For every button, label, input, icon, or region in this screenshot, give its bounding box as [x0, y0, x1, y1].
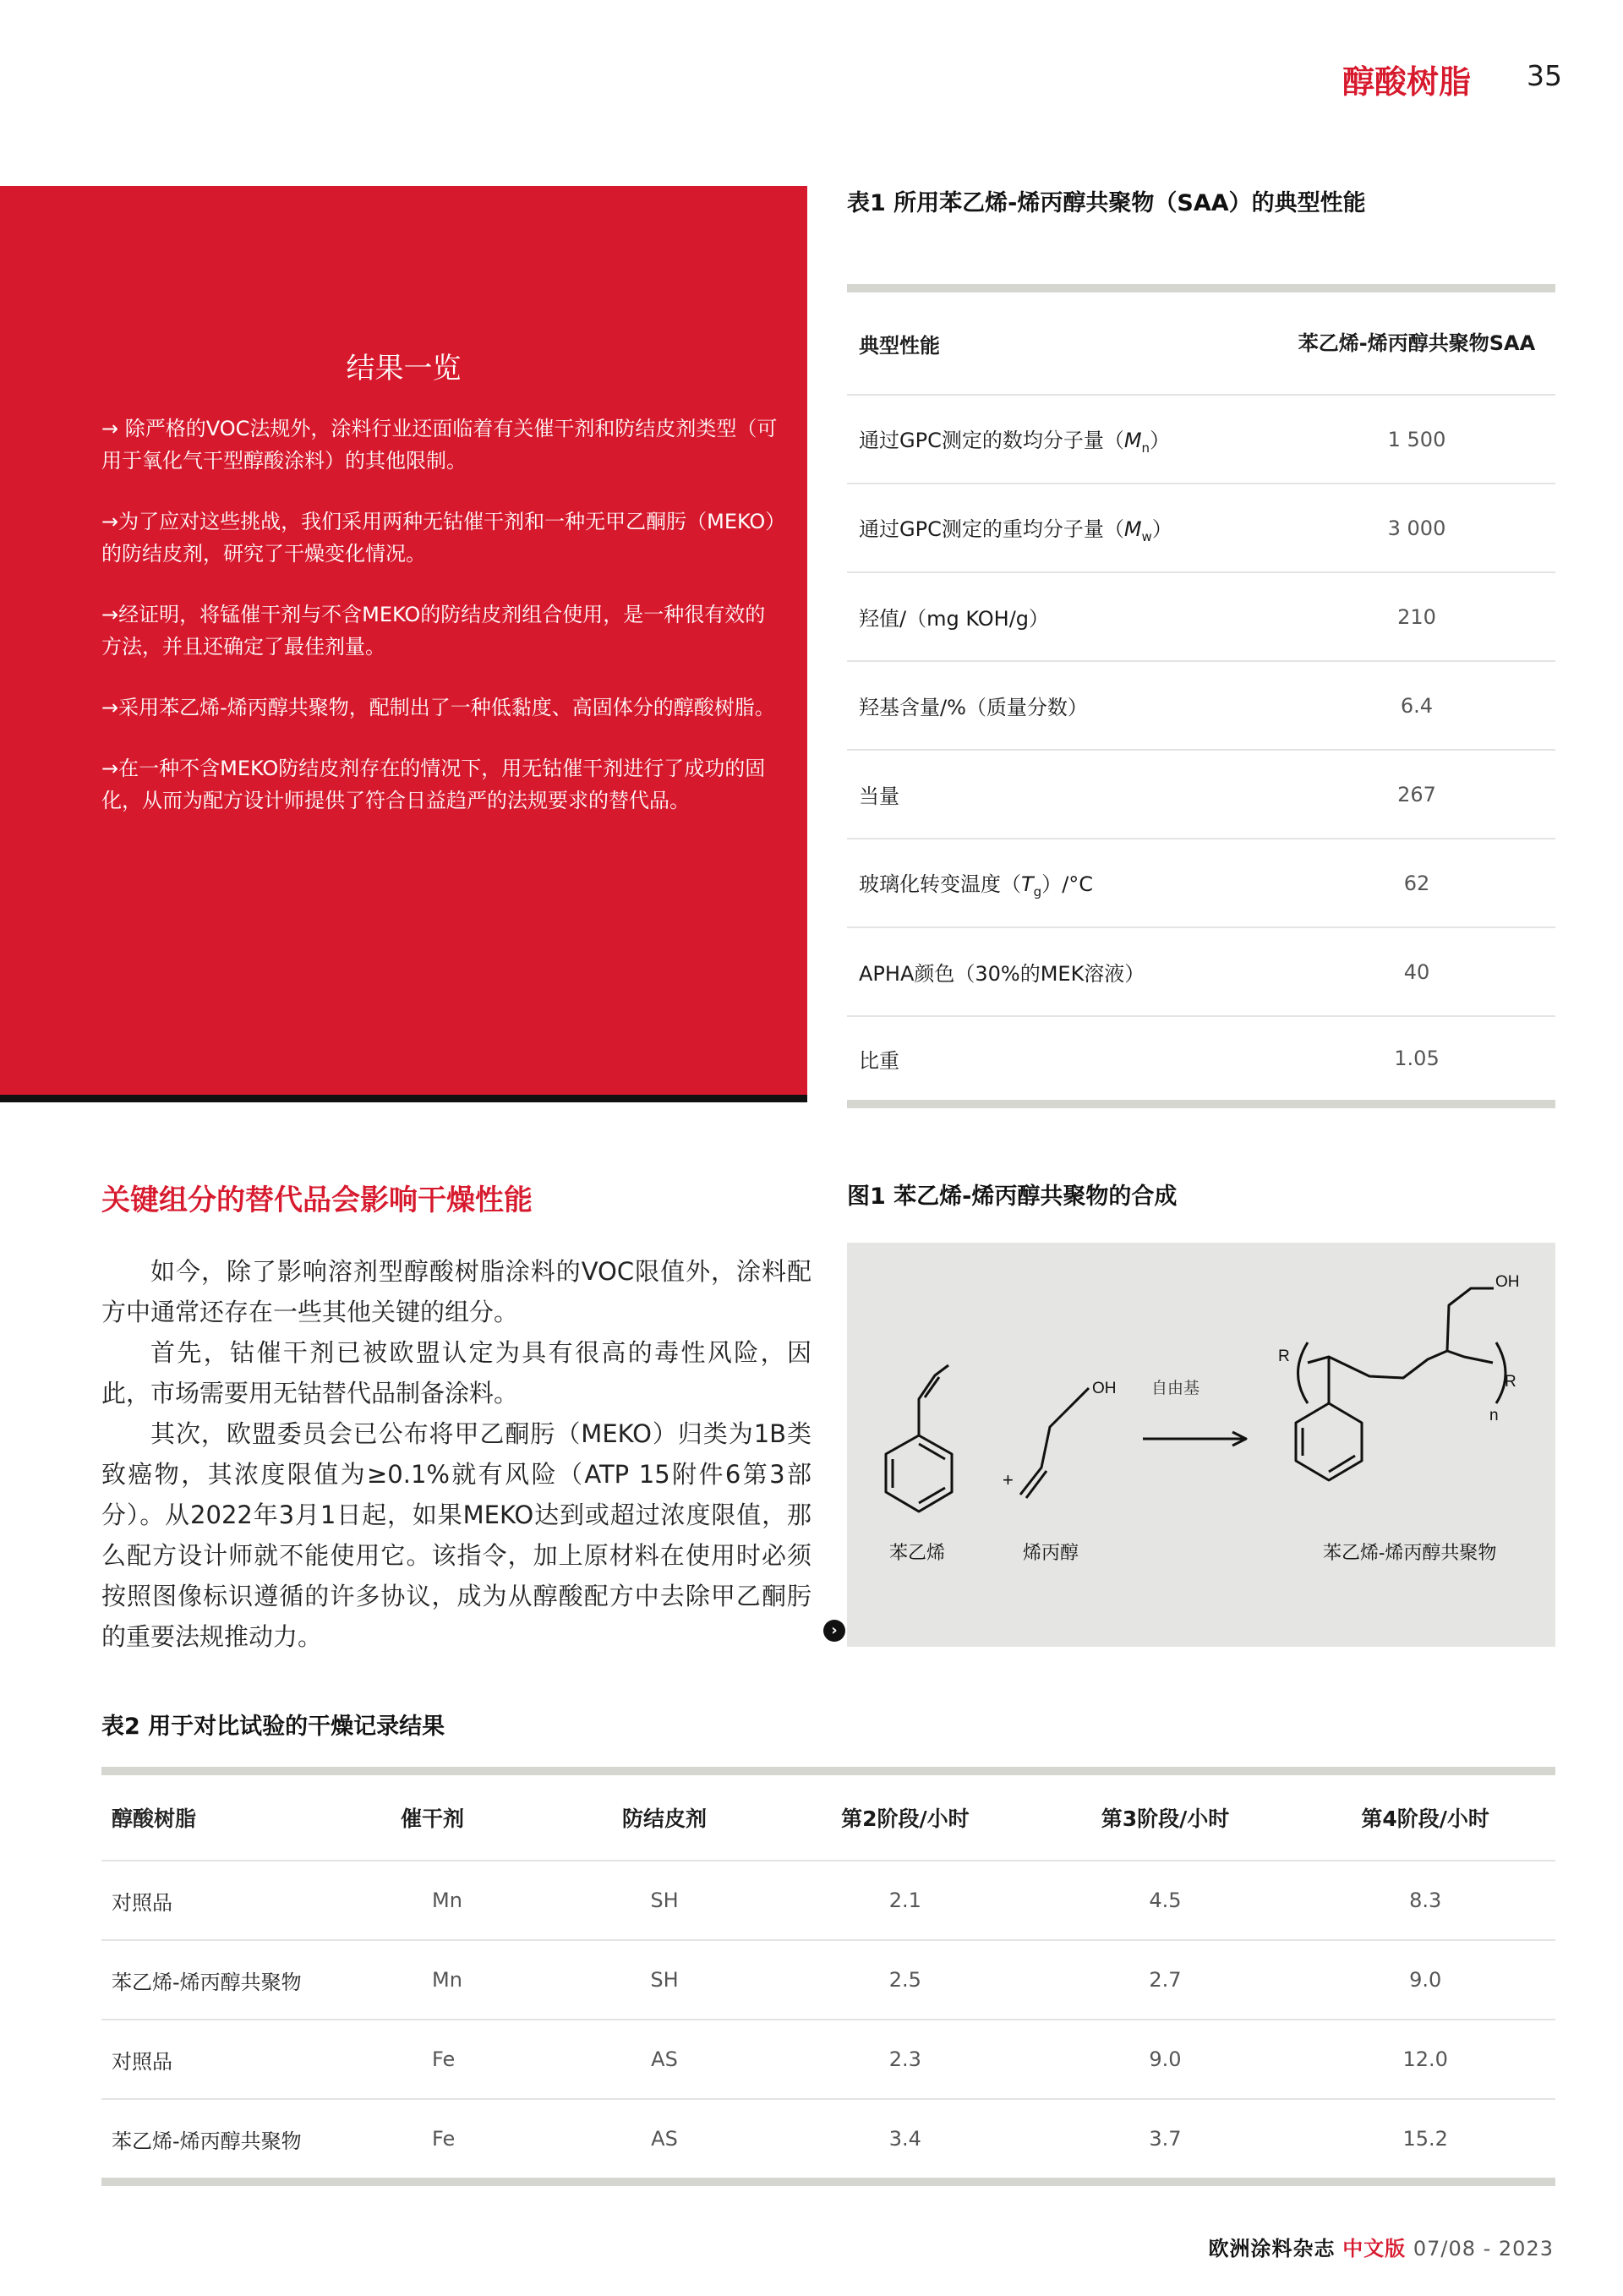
footer: [1209, 2232, 1554, 2261]
reaction-label: 自由基: [1151, 1380, 1200, 1397]
table2-header-cell: 第4阶段/小时: [1295, 1775, 1555, 1861]
summary-item: → 除严格的VOC法规外，涂料行业还面临着有关催干剂和防结皮剂类型（可用于氧化气干型醇酸涂料）的其他限制。: [101, 417, 778, 473]
table1-value-cell: 6.4: [1278, 661, 1555, 750]
table2-cell: Fe: [400, 2020, 554, 2099]
plus-sign: +: [1003, 1469, 1014, 1490]
table1-row: [847, 750, 1555, 839]
oh-label: OH: [1092, 1380, 1117, 1397]
summary-item: →为了应对这些挑战，我们采用两种无钴催干剂和一种无甲乙酮肟（MEKO）的防结皮剂，研究了干燥变化情况。: [101, 510, 776, 566]
table2-cell: 苯乙烯-烯丙醇共聚物: [112, 2129, 302, 2153]
table2-cell: SH: [554, 1940, 775, 2020]
table2-cell: 3.7: [1149, 2127, 1182, 2151]
table2-cell: 12.0: [1295, 2020, 1555, 2099]
table1-row: [847, 927, 1555, 1016]
table2-caption: 表2 用于对比试验的干燥记录结果: [101, 1714, 445, 1740]
table1-row: [847, 484, 1555, 572]
footer-edition: 中文版: [1342, 2237, 1407, 2260]
r-label-left: R: [1278, 1348, 1290, 1365]
table1-bottom-rule: [847, 1100, 1555, 1108]
allyl-alcohol-label: 烯丙醇: [1023, 1542, 1079, 1563]
product-backbone: [1308, 1351, 1493, 1378]
table1-property-cell: 通过GPC测定的数均分子量$(M_n)$: [847, 395, 1278, 484]
table2-cell: 对照品: [101, 1861, 400, 1940]
table2-row: [101, 2020, 1555, 2099]
summary-item: →在一种不含MEKO防结皮剂存在的情况下，用无钴催干剂进行了成功的固化，从而为配方设计师提供了符合日益趋严的法规要求的替代品。: [101, 757, 766, 812]
table1-value-cell: 62: [1278, 839, 1555, 927]
table1-row: [847, 395, 1555, 484]
table2-cell: 3.4: [888, 2127, 921, 2151]
table1-row: [847, 1016, 1555, 1100]
table2-cell: AS: [651, 2127, 678, 2151]
table1-caption: 表1 所用苯乙烯-烯丙醇共聚物（SAA）的典型性能: [847, 190, 1366, 216]
table2-cell: Mn: [400, 1940, 554, 2020]
figure1-caption: 图1 苯乙烯-烯丙醇共聚物的合成: [847, 1184, 1178, 1210]
product-label: 苯乙烯-烯丙醇共聚物: [1323, 1542, 1497, 1563]
footer-magazine: 欧洲涂料杂志: [1208, 2237, 1336, 2260]
summary-box: [0, 186, 807, 1102]
table2-top-rule: [101, 1767, 1555, 1775]
table2-cell: 2.3: [775, 2020, 1036, 2099]
left-bracket: [1298, 1342, 1309, 1403]
summary-title: 结果一览: [346, 352, 462, 385]
table2-cell: AS: [554, 2020, 775, 2099]
figure1-diagram: [847, 1243, 1555, 1647]
styrene-label: 苯乙烯: [889, 1542, 946, 1563]
footer-issue: 07/08 - 2023: [1413, 2237, 1554, 2260]
table1-value-cell: 3 000: [1278, 484, 1555, 572]
table1-row: [847, 839, 1555, 927]
table1-header-saa: 苯乙烯-烯丙醇共聚物SAA: [1278, 292, 1555, 395]
section-title: 关键组分的替代品会影响干燥性能: [101, 1184, 533, 1217]
table2-cell: 9.0: [1036, 2020, 1296, 2099]
summary-list: [101, 413, 778, 845]
table1-property-cell: APHA颜色（30%的MEK溶液）: [847, 927, 1278, 1016]
table1-top-rule: [847, 284, 1555, 292]
table2-header-cell: 第2阶段/小时: [775, 1775, 1036, 1861]
table2: [101, 1767, 1555, 2186]
table2-cell: 9.0: [1295, 1940, 1555, 2020]
table1-header-property: 典型性能: [847, 292, 1278, 395]
table2-header-cell: 第3阶段/小时: [1036, 1775, 1296, 1861]
table1-row: [847, 661, 1555, 750]
table2-row: [101, 1940, 1555, 2020]
product-ring: [1296, 1403, 1362, 1480]
styrene-ring: [886, 1435, 952, 1512]
table2-cell: 4.5: [1036, 1861, 1296, 1940]
table1-property-cell: 羟值/（mg KOH/g）: [847, 572, 1278, 661]
oh-label-product: OH: [1495, 1273, 1520, 1291]
table1-value-cell: 40: [1278, 927, 1555, 1016]
table2-cell: 2.7: [1036, 1940, 1296, 2020]
table2-row: [101, 1861, 1555, 1940]
table1-value-cell: 267: [1278, 750, 1555, 839]
summary-item: →经证明，将锰催干剂与不含MEKO的防结皮剂组合使用，是一种很有效的方法，并且还确定了最佳剂量。: [101, 603, 766, 659]
table1: [847, 284, 1555, 1108]
table1-property-cell: 羟基含量/%（质量分数）: [847, 661, 1278, 750]
body-paragraph: 首先，钴催干剂已被欧盟认定为具有很高的毒性风险，因此，市场需要用无钴替代品制备涂料。: [101, 1338, 812, 1408]
table2-cell: SH: [554, 1861, 775, 1940]
synthesis-scheme: [847, 1243, 1555, 1647]
table2-cell: Fe: [432, 2127, 456, 2151]
table2-row: [101, 2099, 1555, 2178]
table1-value-cell: 210: [1278, 572, 1555, 661]
table2-cell: 8.3: [1295, 1861, 1555, 1940]
body-text: [101, 1251, 812, 1657]
table1-header-row: [847, 292, 1555, 395]
table2-cell: 苯乙烯-烯丙醇共聚物: [101, 1940, 400, 2020]
table1-row: [847, 572, 1555, 661]
table2-cell: 2.5: [775, 1940, 1036, 2020]
table2-cell: 15.2: [1402, 2127, 1448, 2151]
table2-header-cell: 醇酸树脂: [101, 1775, 400, 1861]
table1-property-cell: 当量: [847, 750, 1278, 839]
page-number: 35: [1527, 59, 1562, 92]
section-header-title: 醇酸树脂: [1342, 63, 1471, 101]
table2-header-cell: 催干剂: [400, 1775, 554, 1861]
body-paragraph: 如今，除了影响溶剂型醇酸树脂涂料的VOC限值外，涂料配方中通常还存在一些其他关键的组分。: [101, 1257, 812, 1326]
summary-item: →采用苯乙烯-烯丙醇共聚物，配制出了一种低黏度、高固体分的醇酸树脂。: [101, 696, 775, 719]
table1-value-cell: 1 500: [1278, 395, 1555, 484]
table1-value-cell: 1.05: [1394, 1047, 1440, 1070]
r-label-right: R: [1505, 1373, 1516, 1391]
table2-header-row: [101, 1775, 1555, 1861]
table1-property-cell: 比重: [859, 1048, 899, 1073]
n-subscript: n: [1489, 1407, 1499, 1424]
body-paragraph: 其次，欧盟委员会已公布将甲乙酮肟（MEKO）归类为1B类致癌物，其浓度限值为≥0.1%就有风险（ATP 15附件6第3部分）。从2022年3月1日起，如果MEKO达到或超过浓度限值，那么配方设计师就不能使用它。该指令，加上原材料在使用时必须按照图像标识遵循的许多协议，成为从醇酸配方中去除甲乙酮肟的重要法规推动力。: [101, 1419, 812, 1651]
allyl-alcohol-chain: [1020, 1388, 1089, 1495]
table2-cell: 对照品: [101, 2020, 400, 2099]
table2-bottom-rule: [101, 2178, 1555, 2186]
continue-arrow-icon: ›: [823, 1620, 845, 1642]
table2-header-cell: 防结皮剂: [554, 1775, 775, 1861]
table2-cell: 2.1: [775, 1861, 1036, 1940]
styrene-vinyl: [919, 1365, 948, 1435]
table1-property-cell: 通过GPC测定的重均分子量$(M_w)$: [847, 484, 1278, 572]
table1-property-cell: 玻璃化转变温度$(T_g)/^\circ C$: [847, 839, 1278, 927]
table2-cell: Mn: [400, 1861, 554, 1940]
